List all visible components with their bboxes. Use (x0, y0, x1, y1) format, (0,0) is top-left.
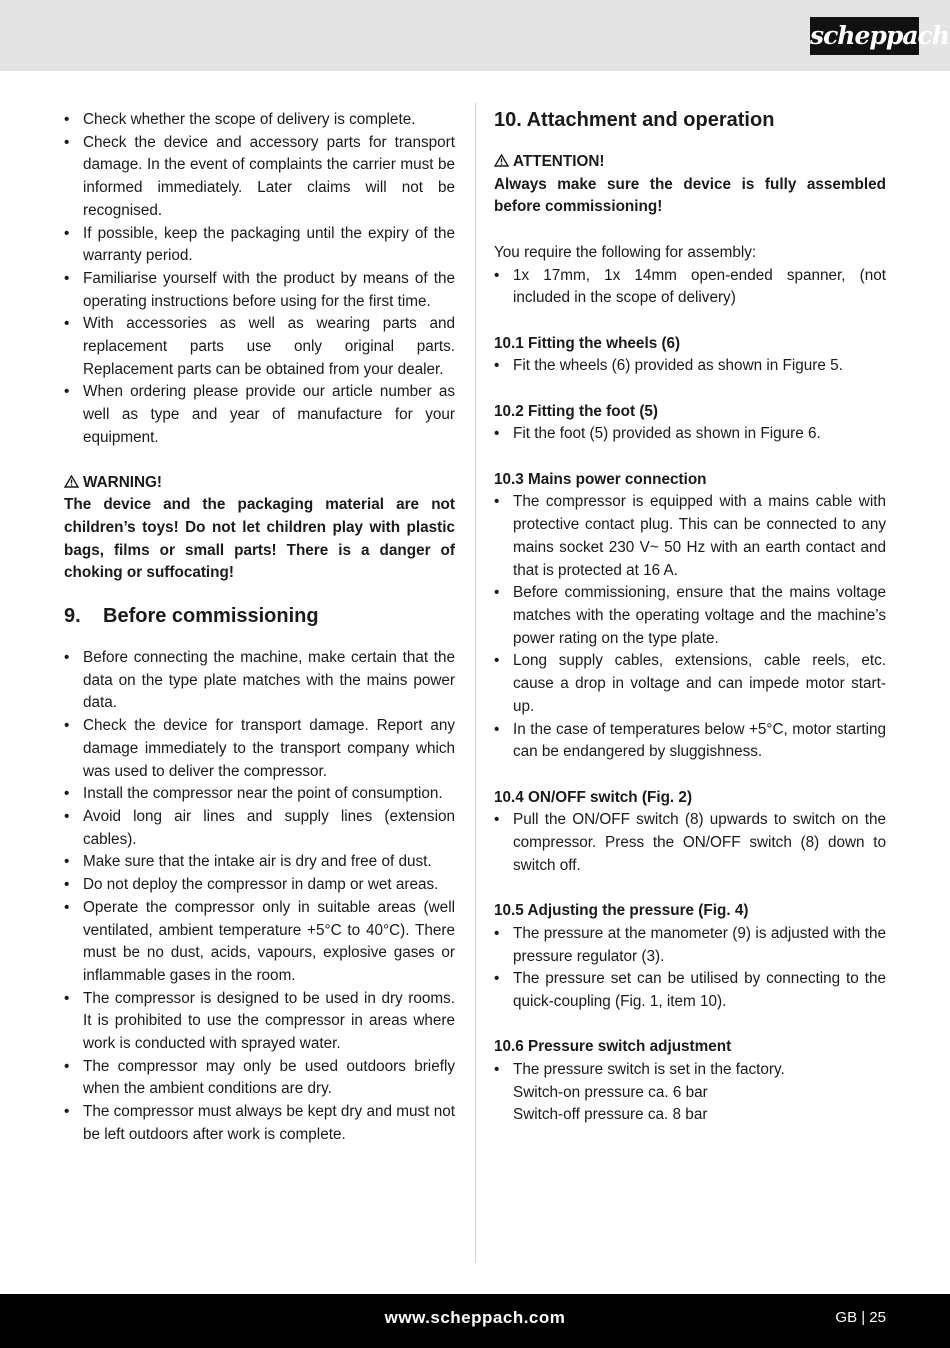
section-10-heading: 10. Attachment and operation (494, 109, 775, 131)
list-item: • The compressor is equipped with a mains cable with protective contact plug. This can be connected to any mains socket 230 V~ 50 Hz with an earth contact and that is protected at 16 A. (494, 491, 886, 582)
list-item: • With accessories as well as wearing parts and replacement parts use only original parts. Replacement parts can be obtained from your dealer. (64, 313, 455, 381)
require-text: You require the following for assembly: (494, 243, 757, 261)
list-item: • In the case of temperatures below +5°C, motor starting can be endangered by sluggishness. (494, 719, 886, 764)
list-item: • The compressor must always be kept dry and must not be left outdoors after work is complete. (64, 1101, 455, 1146)
pressure-switch-note: The pressure switch is set in the factory. (513, 1061, 785, 1079)
section-9-list (64, 647, 455, 1146)
subsection-10-5-list (494, 923, 886, 1014)
subsection-10-6-list (494, 1059, 886, 1127)
intro-list (64, 109, 455, 450)
scheppach-logo: scheppach (810, 17, 919, 55)
attention-title: ATTENTION! (513, 153, 605, 170)
subsection-10-3-title: 10.3 Mains power connection (494, 470, 707, 488)
list-item: • Make sure that the intake air is dry and free of dust. (64, 851, 455, 874)
list-item: • Operate the compressor only in suitable areas (well ventilated, ambient temperature +5°C to 40°C). There must be no dust, acids, vapours, explosive gases or inflammable gases in the room. (64, 897, 455, 988)
switch-on-pressure: Switch-on pressure ca. 6 bar (513, 1083, 708, 1101)
page-footer (0, 1294, 950, 1348)
list-item: • Familiarise yourself with the product by means of the operating instructions before using for the first time. (64, 268, 455, 313)
warning-icon (494, 154, 509, 167)
list-item: • Do not deploy the compressor in damp or wet areas. (64, 874, 455, 897)
page-header (0, 0, 950, 71)
list-item: • Check the device for transport damage. Report any damage immediately to the transport company which was used to deliver the compressor. (64, 715, 455, 783)
right-column (494, 109, 886, 1127)
website-link[interactable]: www.scheppach.com (384, 1308, 566, 1327)
list-item: • The compressor is designed to be used in dry rooms. It is prohibited to use the compressor in areas where work is conducted with sprayed water. (64, 988, 455, 1056)
subsection-10-6-title: 10.6 Pressure switch adjustment (494, 1038, 732, 1056)
section-9-title: Before commissioning (103, 605, 319, 628)
list-item: • Before commissioning, ensure that the mains voltage matches with the operating voltage and the machine’s power rating on the type plate. (494, 582, 886, 650)
list-item: • 1x 17mm, 1x 14mm open-ended spanner, (not included in the scope of delivery) (494, 265, 886, 310)
warning-heading (64, 472, 455, 495)
list-item: • Pull the ON/OFF switch (8) upwards to switch on the compressor. Press the ON/OFF switch (8) down to switch off. (494, 809, 886, 877)
subsection-10-2-list (494, 423, 886, 446)
switch-off-pressure: Switch-off pressure ca. 8 bar (513, 1106, 708, 1124)
left-column (64, 109, 455, 1147)
section-9-number: 9. (64, 605, 81, 628)
page-number: GB | 25 (835, 1309, 886, 1326)
list-item: • The pressure set can be utilised by connecting to the quick-coupling (Fig. 1, item 10). (494, 968, 886, 1013)
list-item: • Check whether the scope of delivery is complete. (64, 109, 455, 132)
attention-text: Always make sure the device is fully assembled before commissioning! (494, 175, 886, 216)
subsection-10-2-title: 10.2 Fitting the foot (5) (494, 402, 659, 420)
subsection-10-1-list (494, 355, 886, 378)
subsection-10-3-list (494, 491, 886, 763)
list-item: • Install the compressor near the point of consumption. (64, 783, 455, 806)
list-item: • The compressor may only be used outdoors briefly when the ambient conditions are dry. (64, 1056, 455, 1101)
warning-text: The device and the packaging material are not children’s toys! Do not let children play with plastic bags, films or small parts! There is a danger of choking or suffocating! (64, 496, 455, 582)
require-list (494, 265, 886, 310)
subsection-10-4-title: 10.4 ON/OFF switch (Fig. 2) (494, 788, 693, 806)
list-item: • When ordering please provide our article number as well as type and year of manufacture for your equipment. (64, 381, 455, 449)
warning-icon (64, 475, 79, 488)
list-item: • If possible, keep the packaging until the expiry of the warranty period. (64, 223, 455, 268)
subsection-10-1-title: 10.1 Fitting the wheels (6) (494, 334, 681, 352)
list-item: • Before connecting the machine, make certain that the data on the type plate matches with the mains power data. (64, 647, 455, 715)
section-9-heading (64, 602, 455, 630)
list-item: • Avoid long air lines and supply lines (extension cables). (64, 806, 455, 851)
list-item: • Fit the foot (5) provided as shown in Figure 6. (494, 423, 886, 446)
list-item (494, 1059, 886, 1127)
column-divider (475, 103, 476, 1263)
list-item: • Check the device and accessory parts for transport damage. In the event of complaints the carrier must be informed immediately. Later claims will not be recognised. (64, 132, 455, 223)
attention-heading (494, 151, 886, 174)
list-item: • Long supply cables, extensions, cable reels, etc. cause a drop in voltage and can impede motor start-up. (494, 650, 886, 718)
subsection-10-5-title: 10.5 Adjusting the pressure (Fig. 4) (494, 902, 749, 920)
subsection-10-4-list (494, 809, 886, 877)
list-item: • The pressure at the manometer (9) is adjusted with the pressure regulator (3). (494, 923, 886, 968)
warning-title: WARNING! (83, 473, 163, 491)
list-item: • Fit the wheels (6) provided as shown in Figure 5. (494, 355, 886, 378)
